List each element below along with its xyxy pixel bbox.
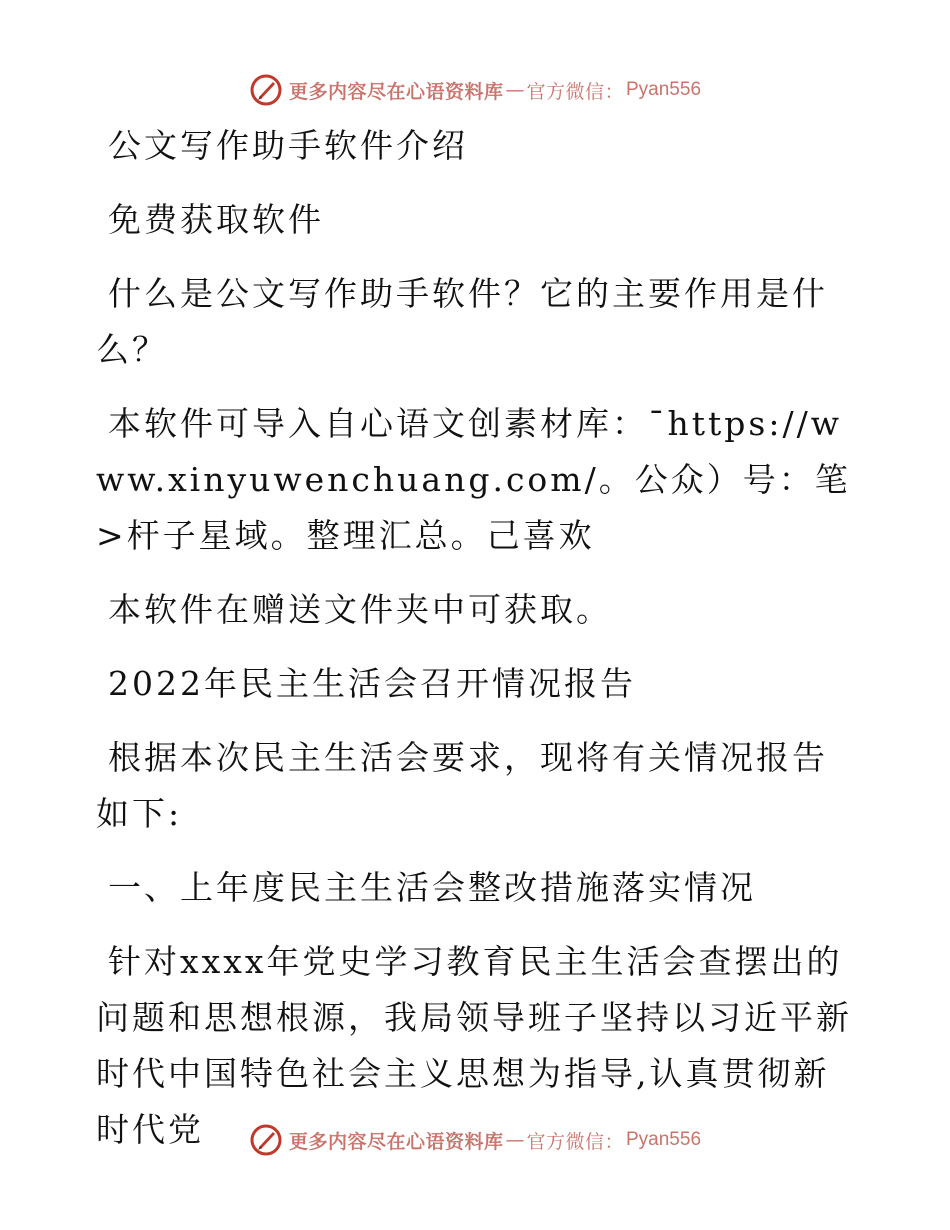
watermark-brand: 更多内容尽在心语资料库	[288, 80, 504, 103]
watermark-separator: —	[505, 1129, 525, 1151]
doc-body-paragraph: 针对xxxx年党史学习教育民主生活会查摆出的问题和思想根源，我局领导班子坚持以习近平新时代中国特色社会主义思想为指导,认真贯彻新时代党	[96, 942, 852, 1149]
watermark-official-label: 官方微信：	[526, 1130, 624, 1153]
watermark-account-id: Pyan556	[626, 79, 702, 100]
doc-source-paragraph: 本软件可导入自心语文创素材库：¯https://www.xinyuwenchuang.com/。公众）号：笔>杆子星域。整理汇总。己喜欢	[96, 404, 851, 555]
watermark-separator: —	[505, 79, 525, 101]
footer-watermark	[0, 1120, 950, 1160]
doc-section-heading-1: 一、上年度民主生活会整改措施落实情况	[108, 868, 756, 907]
doc-intro-paragraph: 根据本次民主生活会要求，现将有关情况报告如下:	[96, 738, 828, 833]
watermark-official-label: 官方微信：	[526, 80, 624, 103]
header-watermark	[0, 70, 950, 110]
document-body	[96, 118, 856, 1176]
doc-heading-intro: 公文写作助手软件介绍	[108, 126, 468, 165]
quill-logo-icon	[249, 73, 283, 107]
doc-report-title: 2022年民主生活会召开情况报告	[108, 664, 636, 703]
quill-logo-icon	[249, 1123, 283, 1157]
doc-question-paragraph: 什么是公文写作助手软件？它的主要作用是什么？	[96, 274, 828, 369]
doc-folder-note: 本软件在赠送文件夹中可获取。	[108, 590, 612, 629]
doc-free-download-line: 免费获取软件	[108, 200, 324, 239]
watermark-brand: 更多内容尽在心语资料库	[288, 1130, 504, 1153]
watermark-account-id: Pyan556	[626, 1129, 702, 1150]
